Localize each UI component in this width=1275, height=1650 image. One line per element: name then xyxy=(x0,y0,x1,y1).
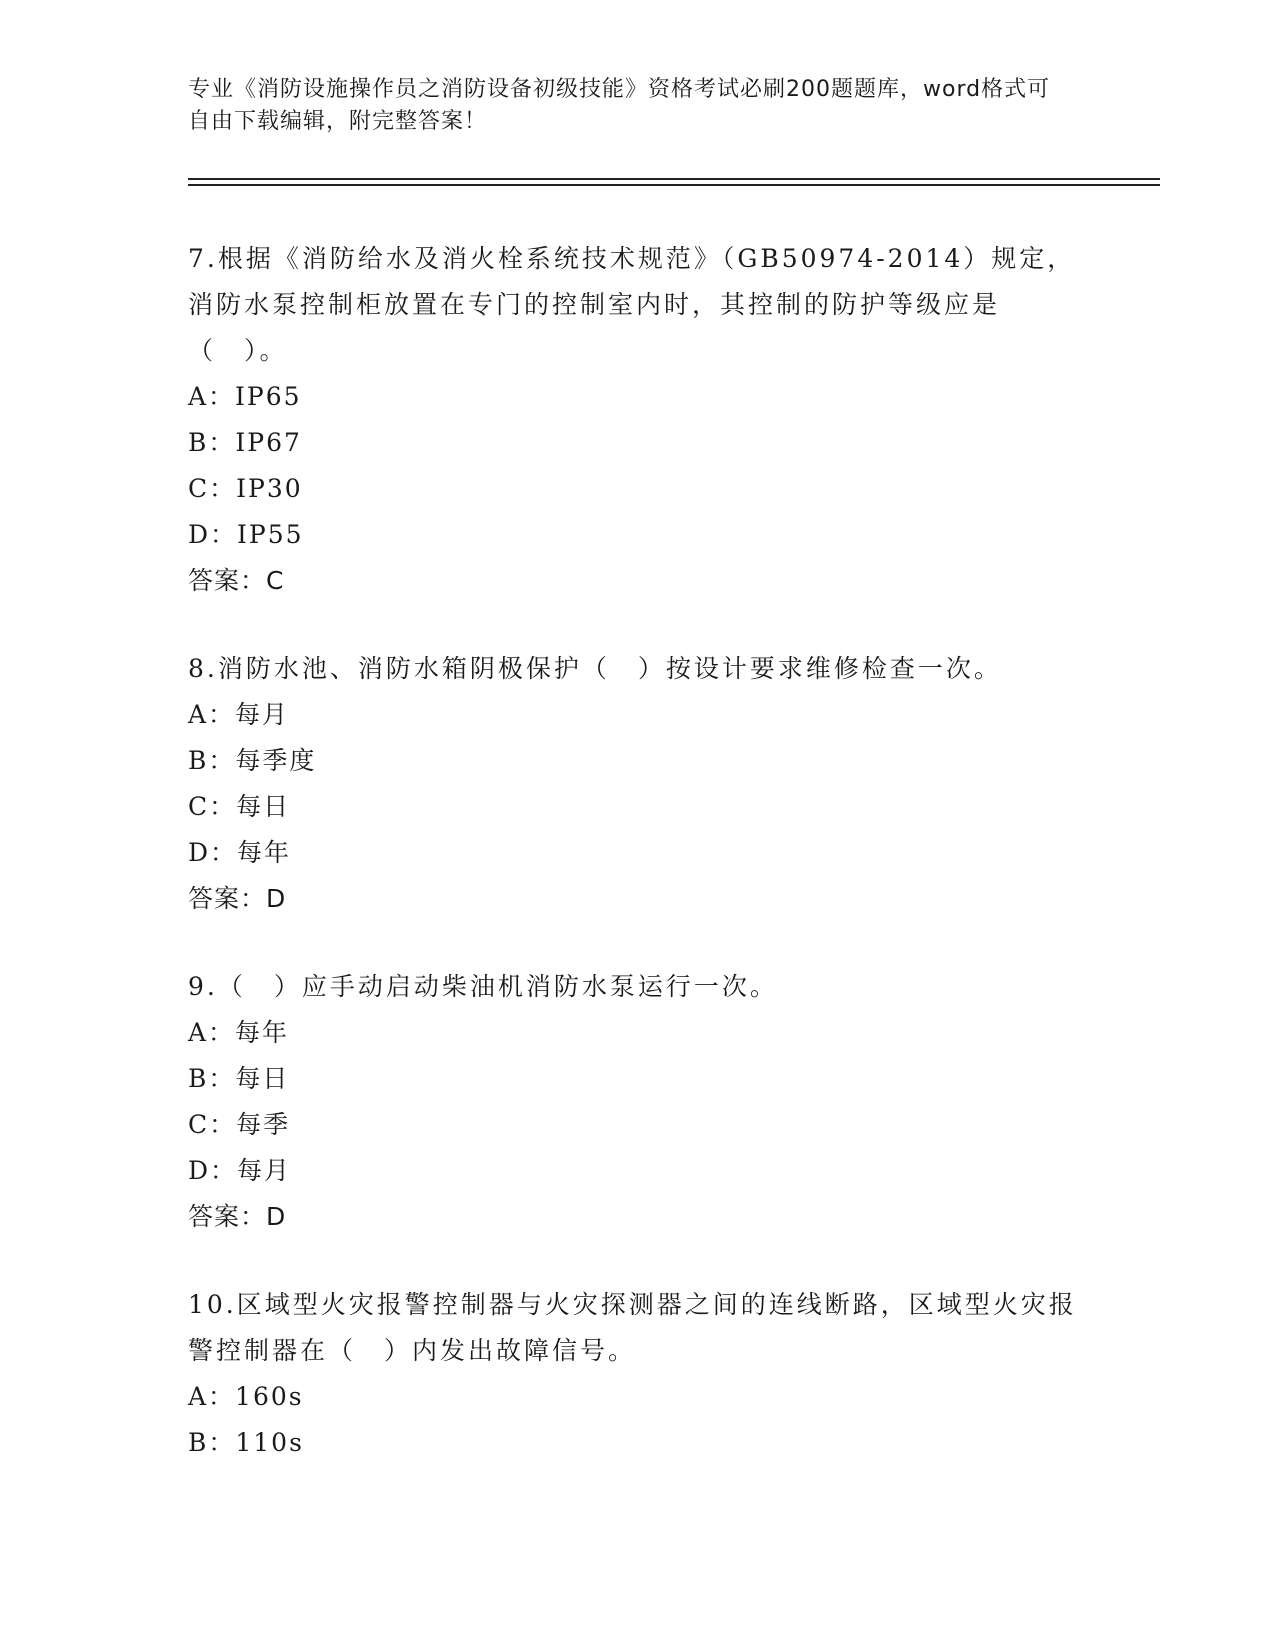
option-a: A：IP65 xyxy=(188,382,302,411)
document-header: 专业《消防设施操作员之消防设备初级技能》资格考试必刷200题题库，word格式可自由下载编辑，附完整答案！ xyxy=(188,77,1051,134)
option-d: D：每年 xyxy=(188,838,292,867)
option-b: B：每日 xyxy=(188,1064,290,1093)
option-c: C：每日 xyxy=(188,792,291,821)
option-c: C：IP30 xyxy=(188,474,303,503)
option-d: D：IP55 xyxy=(188,520,304,549)
option-d: D：每月 xyxy=(188,1156,292,1185)
option-b: B：110s xyxy=(188,1428,304,1457)
question-8 xyxy=(188,646,1088,922)
option-a: A：160s xyxy=(188,1382,304,1411)
question-stem: 9.（ ）应手动启动柴油机消防水泵运行一次。 xyxy=(188,972,778,1001)
question-stem: 8.消防水池、消防水箱阴极保护（ ）按设计要求维修检查一次。 xyxy=(188,654,1002,683)
question-10 xyxy=(188,1282,1088,1466)
answer-line: 答案：D xyxy=(188,1202,287,1231)
header-divider-top xyxy=(188,178,1160,180)
answer-line: 答案：D xyxy=(188,884,287,913)
question-stem: 10.区域型火灾报警控制器与火灾探测器之间的连线断路，区域型火灾报警控制器在（ ）内发出故障信号。 xyxy=(188,1290,1077,1365)
option-b: B：每季度 xyxy=(188,746,317,775)
question-stem: 7.根据《消防给水及消火栓系统技术规范》（GB50974-2014）规定，消防水泵控制柜放置在专门的控制室内时，其控制的防护等级应是（ ）。 xyxy=(188,244,1076,365)
question-list xyxy=(188,236,1088,1508)
option-a: A：每月 xyxy=(188,700,290,729)
option-a: A：每年 xyxy=(188,1018,290,1047)
question-7 xyxy=(188,236,1088,604)
question-9 xyxy=(188,964,1088,1240)
option-b: B：IP67 xyxy=(188,428,302,457)
answer-line: 答案：C xyxy=(188,566,285,595)
header-divider-bottom xyxy=(188,184,1160,186)
option-c: C：每季 xyxy=(188,1110,291,1139)
